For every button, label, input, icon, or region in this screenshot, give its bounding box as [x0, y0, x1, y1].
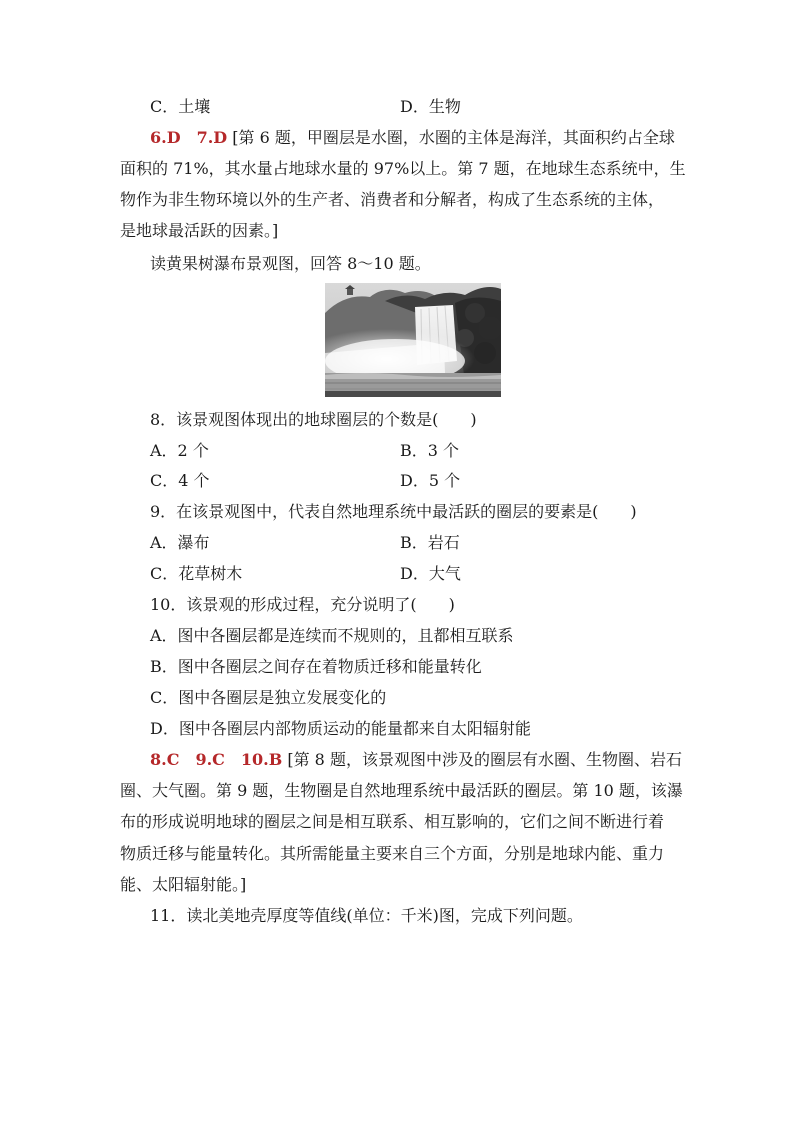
q10-option-a: A．图中各圈层都是连续而不规则的，且都相互联系	[150, 626, 514, 645]
q9-option-c: C．花草树木	[150, 564, 243, 583]
q9-stem: 9．在该景观图中，代表自然地理系统中最活跃的圈层的要素是( )	[150, 502, 637, 521]
q10-option-c: C．图中各圈层是独立发展变化的	[150, 688, 387, 707]
answer-8-10-first-line	[150, 749, 682, 771]
answer-6-7-labels: 6.D 7.D	[150, 128, 228, 147]
answer-6-7-first-line	[150, 127, 675, 149]
q9-option-a: A．瀑布	[150, 533, 210, 552]
q8-option-a: A．2 个	[150, 441, 209, 460]
answer-6-7-text-1: [第 6 题，甲圈层是水圈，水圈的主体是海洋，其面积约占全球	[232, 128, 675, 147]
q5-option-d: D．生物	[400, 97, 461, 116]
q8-option-d: D．5 个	[400, 471, 461, 490]
q9-option-d: D．大气	[400, 564, 461, 583]
answer-6-7-text-2: 面积的 71%，其水量占地球水量的 97%以上。第 7 题，在地球生态系统中，生	[120, 159, 686, 178]
waterfall-photo	[325, 283, 501, 397]
answer-8-10-text-5: 能、太阳辐射能。]	[120, 875, 247, 894]
answer-8-10-text-4: 物质迁移与能量转化。其所需能量主要来自三个方面，分别是地球内能、重力	[120, 844, 665, 863]
q8-option-b: B．3 个	[400, 441, 460, 460]
answer-8-10-labels: 8.C 9.C 10.B	[150, 750, 283, 769]
answer-6-7-text-4: 是地球最活跃的因素。]	[120, 221, 279, 240]
answer-8-10-text-3: 布的形成说明地球的圈层之间是相互联系、相互影响的，它们之间不断进行着	[120, 812, 665, 831]
q8-stem: 8．该景观图体现出的地球圈层的个数是( )	[150, 410, 477, 429]
answer-8-10-text-1: [第 8 题，该景观图中涉及的圈层有水圈、生物圈、岩石	[287, 750, 682, 769]
answer-8-10-text-2: 圈、大气圈。第 9 题，生物圈是自然地理系统中最活跃的圈层。第 10 题，该瀑	[120, 781, 683, 800]
q10-option-d: D．图中各圈层内部物质运动的能量都来自太阳辐射能	[150, 719, 531, 738]
q10-stem: 10．该景观的形成过程，充分说明了( )	[150, 595, 455, 614]
section-intro: 读黄果树瀑布景观图，回答 8～10 题。	[150, 254, 431, 273]
q11-stem: 11．读北美地壳厚度等值线(单位：千米)图，完成下列问题。	[150, 906, 583, 925]
q8-option-c: C．4 个	[150, 471, 210, 490]
q10-option-b: B．图中各圈层之间存在着物质迁移和能量转化	[150, 657, 482, 676]
answer-6-7-text-3: 物作为非生物环境以外的生产者、消费者和分解者，构成了生态系统的主体，	[120, 190, 665, 209]
q9-option-b: B．岩石	[400, 533, 460, 552]
q5-option-c: C．土壤	[150, 97, 211, 116]
